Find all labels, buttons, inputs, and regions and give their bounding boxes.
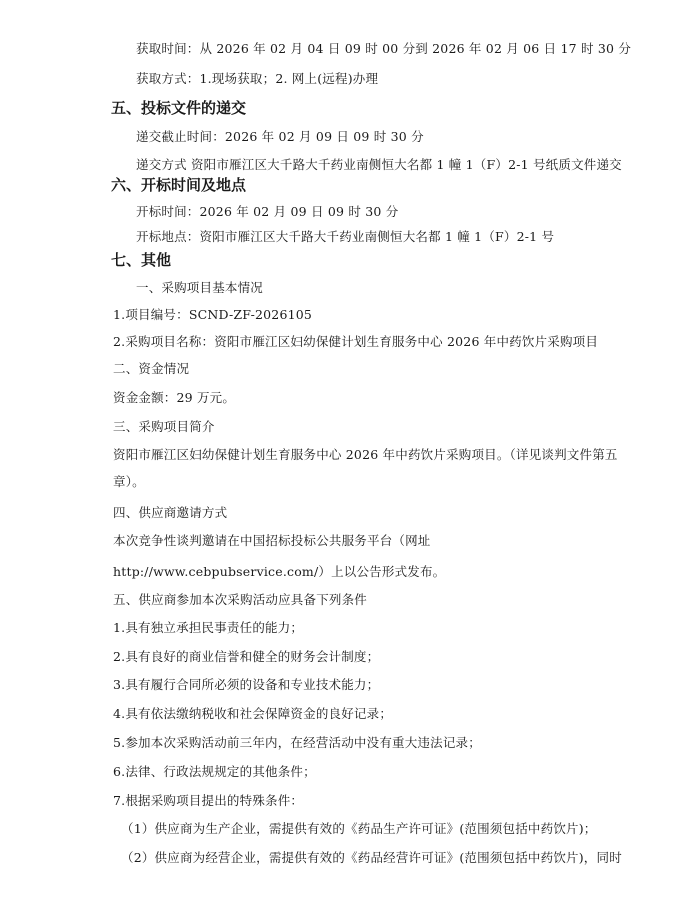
condition-2: 2.具有良好的商业信誉和健全的财务会计制度；	[113, 649, 380, 664]
subheading-project-intro: 三、采购项目简介	[113, 419, 215, 434]
project-name: 2.采购项目名称：资阳市雁江区妇幼保健计划生育服务中心 2026 年中药饮片采购项目	[113, 334, 599, 349]
condition-1: 1.具有独立承担民事责任的能力；	[113, 620, 304, 635]
condition-5: 5.参加本次采购活动前三年内，在经营活动中没有重大违法记录；	[113, 735, 481, 750]
condition-6: 6.法律、行政法规规定的其他条件；	[113, 764, 316, 779]
project-intro-line-1: 资阳市雁江区妇幼保健计划生育服务中心 2026 年中药饮片采购项目。（详见谈判文件第五	[113, 447, 618, 462]
section-heading-5: 五、投标文件的递交	[111, 99, 247, 117]
invitation-line-2: http://www.cebpubservice.com/）上以公告形式发布。	[113, 564, 446, 579]
section-heading-6: 六、开标时间及地点	[111, 176, 247, 194]
special-condition-1: （1）供应商为生产企业，需提供有效的《药品生产许可证》(范围须包括中药饮片)；	[121, 821, 597, 836]
submit-method: 递交方式 资阳市雁江区大千路大千药业南侧恒大名都 1 幢 1（F）2-1 号纸质文件递交	[136, 157, 622, 172]
project-intro-line-2: 章）。	[113, 474, 145, 489]
subheading-basic-info: 一、采购项目基本情况	[136, 280, 264, 295]
condition-4: 4.具有依法缴纳税收和社会保障资金的良好记录；	[113, 706, 393, 721]
acquire-method: 获取方式：1.现场获取；2. 网上(远程)办理	[136, 71, 379, 86]
section-heading-7: 七、其他	[111, 251, 172, 269]
condition-7: 7.根据采购项目提出的特殊条件：	[113, 793, 304, 808]
special-condition-2: （2）供应商为经营企业，需提供有效的《药品经营许可证》(范围须包括中药饮片)，同时	[121, 850, 622, 865]
subheading-conditions: 五、供应商参加本次采购活动应具备下列条件	[113, 592, 368, 607]
subheading-funds: 二、资金情况	[113, 361, 190, 376]
funds-amount: 资金金额：29 万元。	[113, 390, 236, 405]
project-number: 1.项目编号：SCND-ZF-2026105	[113, 307, 313, 322]
subheading-invitation: 四、供应商邀请方式	[113, 505, 228, 520]
invitation-line-1: 本次竞争性谈判邀请在中国招标投标公共服务平台（网址	[113, 533, 431, 548]
opening-location: 开标地点：资阳市雁江区大千路大千药业南侧恒大名都 1 幢 1（F）2-1 号	[136, 229, 555, 244]
acquire-time: 获取时间：从 2026 年 02 月 04 日 09 时 00 分到 2026 年 02 月 06 日 17 时 30 分	[136, 41, 632, 56]
condition-3: 3.具有履行合同所必须的设备和专业技术能力；	[113, 677, 380, 692]
opening-time: 开标时间：2026 年 02 月 09 日 09 时 30 分	[136, 204, 399, 219]
submit-deadline: 递交截止时间：2026 年 02 月 09 日 09 时 30 分	[136, 129, 424, 144]
